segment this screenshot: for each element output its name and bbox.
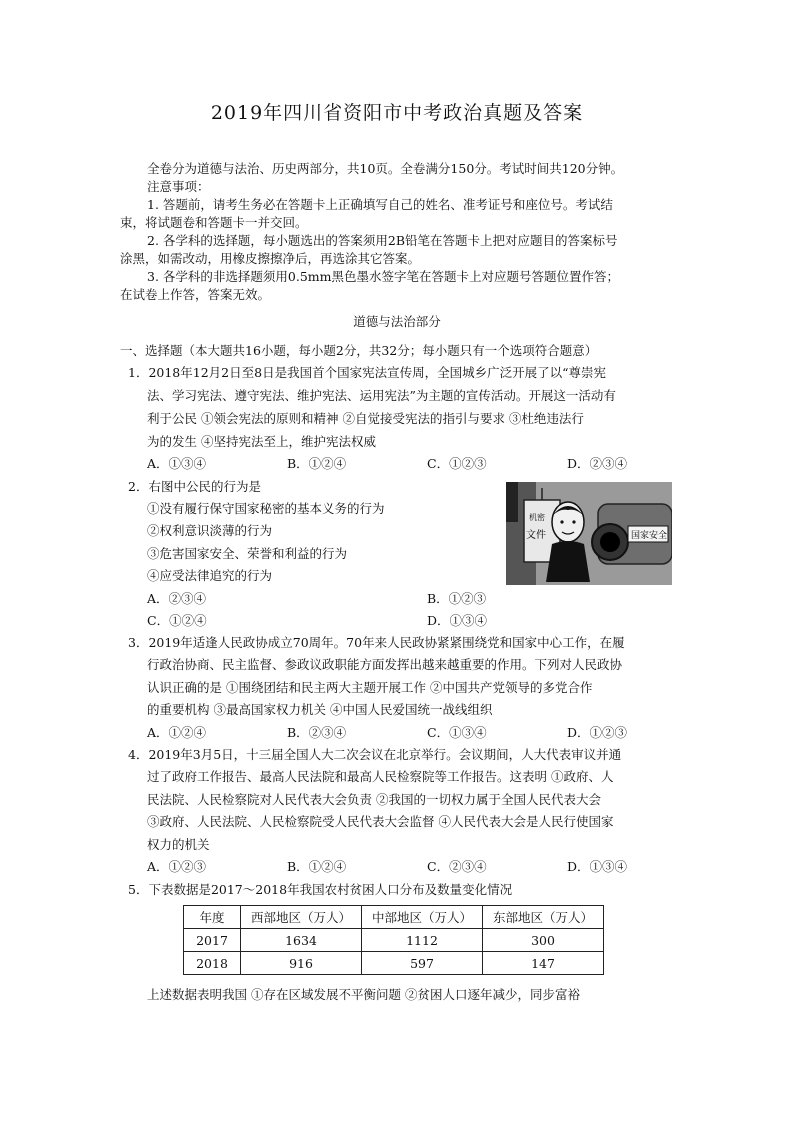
question-2-item: ③危害国家安全、荣誉和利益的行为: [147, 546, 348, 561]
question-4-option-d[interactable]: D．①③④: [567, 859, 628, 874]
question-2-option-b[interactable]: B．①②③: [427, 591, 487, 606]
page-title: 2019年四川省资阳市中考政治真题及答案: [210, 102, 584, 124]
table-cell: 597: [362, 952, 483, 975]
question-2-item: ②权利意识淡薄的行为: [147, 523, 273, 538]
question-3-line: 3．2019年适逢人民政协成立70周年。70年来人民政协紧紧围绕党和国家中心工作，在履: [128, 635, 625, 650]
question-4-line: 过了政府工作报告、最高人民法院和最高人民检察院等工作报告。这表明 ①政府、人: [147, 769, 614, 784]
intro-line: 1. 答题前，请考生务必在答题卡上正确填写自己的姓名、准考证号和座位号。考试结: [147, 197, 613, 212]
question-3-line: 的重要机构 ③最高国家权力机关 ④中国人民爱国统一战线组织: [147, 702, 493, 717]
table-header: 中部地区（万人）: [362, 906, 483, 929]
folder-label: 机密: [529, 513, 545, 522]
question-3-line: 行政治协商、民主监督、参政议政职能方面发挥出越来越重要的作用。下列对人民政协: [147, 657, 623, 672]
section-title: 道德与法治部分: [353, 314, 441, 329]
question-4-line: ③政府、人民法院、人民检察院受人民代表大会监督 ④人民代表大会是人民行使国家: [147, 814, 614, 829]
question-4-option-a[interactable]: A．①②③: [147, 859, 207, 874]
intro-line: 注意事项：: [147, 179, 210, 194]
intro-line: 3. 各学科的非选择题须用0.5mm黑色墨水签字笔在答题卡上对应题号答题位置作答；: [147, 269, 619, 284]
question-3-option-d[interactable]: D．①②③: [567, 725, 628, 740]
intro-line: 全卷分为道德与法治、历史两部分，共10页。全卷满分150分。考试时间共120分钟。: [147, 161, 624, 176]
table-cell: 2018: [184, 952, 241, 975]
intro-line: 在试卷上作答，答案无效。: [120, 287, 271, 302]
table-header: 东部地区（万人）: [483, 906, 604, 929]
question-3-option-a[interactable]: A．①②④: [147, 725, 207, 740]
table-cell: 147: [483, 952, 604, 975]
question-1-line: 为的发生 ④坚持宪法至上，维护宪法权威: [147, 434, 376, 449]
question-1-option-c[interactable]: C．①②③: [427, 456, 487, 471]
question-2-stem: 2．右图中公民的行为是: [128, 479, 261, 494]
question-3-line: 认识正确的是 ①围绕团结和民主两大主题开展工作 ②中国共产党领导的多党合作: [147, 680, 593, 695]
question-4-line: 4．2019年3月5日，十三届全国人大二次会议在北京举行。会议期间，人大代表审议并通: [128, 747, 622, 762]
question-2-option-d[interactable]: D．①③④: [427, 613, 488, 628]
question-1-line: 1．2018年12月2日至8日是我国首个国家宪法宣传周，全国城乡广泛开展了以“尊崇宪: [128, 365, 606, 380]
question-4-line: 民法院、人民检察院对人民代表大会负责 ②我国的一切权力属于全国人民代表大会: [147, 792, 601, 807]
question-2-item: ④应受法律追究的行为: [147, 568, 273, 583]
question-3-option-c[interactable]: C．①③④: [427, 725, 487, 740]
table-row: [184, 929, 604, 952]
table-cell: 916: [241, 952, 362, 975]
table-cell: 1112: [362, 929, 483, 952]
intro-line: 2. 各学科的选择题，每小题选出的答案须用2B铅笔在答题卡上把对应题目的答案标号: [147, 233, 618, 248]
question-4-option-c[interactable]: C．②③④: [427, 859, 487, 874]
question-1-line: 法、学习宪法、遵守宪法、维护宪法、运用宪法”为主题的宣传活动。开展这一活动有: [147, 388, 616, 403]
question-1-option-d[interactable]: D．②③④: [567, 456, 628, 471]
question-4-line: 权力的机关: [147, 837, 210, 852]
intro-line: 束，将试题卷和答题卡一并交回。: [120, 215, 308, 230]
question-1-line: 利于公民 ①领会宪法的原则和精神 ②自觉接受宪法的指引与要求 ③杜绝违法行: [147, 411, 584, 426]
question-5-continuation: 上述数据表明我国 ①存在区域发展不平衡问题 ②贫困人口逐年减少，同步富裕: [147, 987, 580, 1002]
question-2-item: ①没有履行保守国家秘密的基本义务的行为: [147, 501, 385, 516]
question-1-option-a[interactable]: A．①③④: [147, 456, 207, 471]
question-4-option-b[interactable]: B．①②④: [287, 859, 347, 874]
part-heading: 一、选择题（本大题共16小题，每小题2分，共32分；每小题只有一个选项符合题意）: [120, 343, 598, 358]
table-header: 西部地区（万人）: [241, 906, 362, 929]
cartoon-illustration: [506, 482, 672, 585]
table-header-row: [184, 906, 604, 929]
question-3-option-b[interactable]: B．②③④: [287, 725, 347, 740]
table-header: 年度: [184, 906, 241, 929]
question-5-stem: 5．下表数据是2017～2018年我国农村贫困人口分布及数量变化情况: [128, 882, 513, 897]
document-label: 文件: [526, 530, 546, 541]
intro-line: 涂黑，如需改动，用橡皮擦擦净后，再选涂其它答案。: [120, 251, 421, 266]
question-2-option-c[interactable]: C．①②④: [147, 613, 207, 628]
table-cell: 300: [483, 929, 604, 952]
question-1-option-b[interactable]: B．①②④: [287, 456, 347, 471]
table-cell: 2017: [184, 929, 241, 952]
poverty-table: [183, 905, 604, 975]
question-2-option-a[interactable]: A．②③④: [147, 591, 207, 606]
table-row: [184, 952, 604, 975]
table-cell: 1634: [241, 929, 362, 952]
gun-label: 国家安全: [631, 531, 668, 541]
